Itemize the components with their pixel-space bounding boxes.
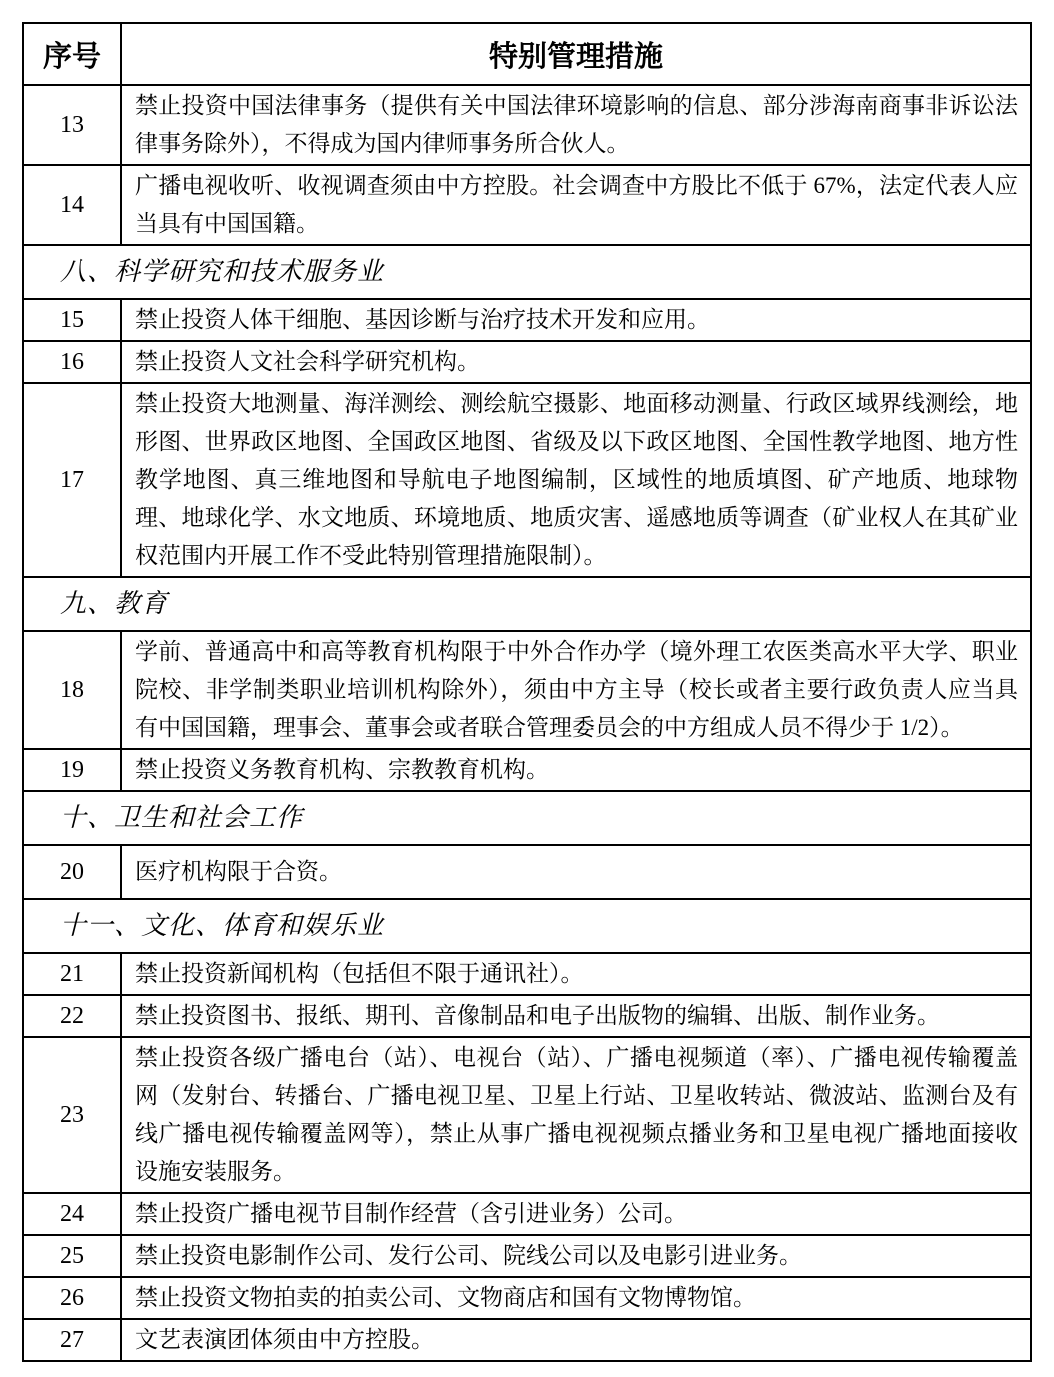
row-number: 23 xyxy=(23,1037,121,1193)
row-measure-text: 禁止投资人体干细胞、基因诊断与治疗技术开发和应用。 xyxy=(121,299,1031,341)
section-title: 十、卫生和社会工作 xyxy=(23,791,1031,845)
table-row-26 xyxy=(23,1277,1031,1319)
row-number: 17 xyxy=(23,383,121,577)
row-number: 18 xyxy=(23,631,121,749)
row-number: 16 xyxy=(23,341,121,383)
section-title: 九、教育 xyxy=(23,577,1031,631)
row-number: 19 xyxy=(23,749,121,791)
row-number: 25 xyxy=(23,1235,121,1277)
row-number: 27 xyxy=(23,1319,121,1361)
table-row-16 xyxy=(23,341,1031,383)
row-measure-text: 广播电视收听、收视调查须由中方控股。社会调查中方股比不低于 67%，法定代表人应当具有中国国籍。 xyxy=(121,165,1031,245)
row-measure-text: 禁止投资图书、报纸、期刊、音像制品和电子出版物的编辑、出版、制作业务。 xyxy=(121,995,1031,1037)
table-row-20 xyxy=(23,845,1031,899)
table-row-27 xyxy=(23,1319,1031,1361)
table-row-14 xyxy=(23,165,1031,245)
table-row-18 xyxy=(23,631,1031,749)
row-measure-text: 禁止投资电影制作公司、发行公司、院线公司以及电影引进业务。 xyxy=(121,1235,1031,1277)
row-measure-text: 禁止投资义务教育机构、宗教教育机构。 xyxy=(121,749,1031,791)
row-measure-text: 禁止投资各级广播电台（站）、电视台（站）、广播电视频道（率）、广播电视传输覆盖网（发射台、转播台、广播电视卫星、卫星上行站、卫星收转站、微波站、监测台及有线广播电视传输覆盖网等），禁止从事广播电视视频点播业务和卫星电视广播地面接收设施安装服务。 xyxy=(121,1037,1031,1193)
row-measure-text: 禁止投资广播电视节目制作经营（含引进业务）公司。 xyxy=(121,1193,1031,1235)
header-serial-number: 序号 xyxy=(23,23,121,85)
table-row-24 xyxy=(23,1193,1031,1235)
section-row-8 xyxy=(23,245,1031,299)
row-number: 15 xyxy=(23,299,121,341)
row-number: 21 xyxy=(23,953,121,995)
row-number: 14 xyxy=(23,165,121,245)
table-header-row xyxy=(23,23,1031,85)
row-measure-text: 禁止投资文物拍卖的拍卖公司、文物商店和国有文物博物馆。 xyxy=(121,1277,1031,1319)
section-row-10 xyxy=(23,791,1031,845)
table-row-22 xyxy=(23,995,1031,1037)
section-title: 十一、文化、体育和娱乐业 xyxy=(23,899,1031,953)
table-row-21 xyxy=(23,953,1031,995)
header-special-measures: 特别管理措施 xyxy=(121,23,1031,85)
row-measure-text: 医疗机构限于合资。 xyxy=(121,845,1031,899)
row-measure-text: 禁止投资中国法律事务（提供有关中国法律环境影响的信息、部分涉海南商事非诉讼法律事务除外），不得成为国内律师事务所合伙人。 xyxy=(121,85,1031,165)
row-number: 22 xyxy=(23,995,121,1037)
section-row-11 xyxy=(23,899,1031,953)
section-row-9 xyxy=(23,577,1031,631)
row-number: 24 xyxy=(23,1193,121,1235)
row-measure-text: 文艺表演团体须由中方控股。 xyxy=(121,1319,1031,1361)
section-title: 八、科学研究和技术服务业 xyxy=(23,245,1031,299)
row-measure-text: 禁止投资新闻机构（包括但不限于通讯社）。 xyxy=(121,953,1031,995)
table-row-23 xyxy=(23,1037,1031,1193)
table-row-25 xyxy=(23,1235,1031,1277)
table-row-13 xyxy=(23,85,1031,165)
table-row-17 xyxy=(23,383,1031,577)
special-measures-table xyxy=(22,22,1032,1362)
row-measure-text: 学前、普通高中和高等教育机构限于中外合作办学（境外理工农医类高水平大学、职业院校、非学制类职业培训机构除外），须由中方主导（校长或者主要行政负责人应当具有中国国籍，理事会、董事会或者联合管理委员会的中方组成人员不得少于 1/2）。 xyxy=(121,631,1031,749)
row-number: 13 xyxy=(23,85,121,165)
row-measure-text: 禁止投资大地测量、海洋测绘、测绘航空摄影、地面移动测量、行政区域界线测绘，地形图、世界政区地图、全国政区地图、省级及以下政区地图、全国性教学地图、地方性教学地图、真三维地图和导航电子地图编制，区域性的地质填图、矿产地质、地球物理、地球化学、水文地质、环境地质、地质灾害、遥感地质等调查（矿业权人在其矿业权范围内开展工作不受此特别管理措施限制）。 xyxy=(121,383,1031,577)
table-row-19 xyxy=(23,749,1031,791)
table-row-15 xyxy=(23,299,1031,341)
row-number: 26 xyxy=(23,1277,121,1319)
row-number: 20 xyxy=(23,845,121,899)
row-measure-text: 禁止投资人文社会科学研究机构。 xyxy=(121,341,1031,383)
